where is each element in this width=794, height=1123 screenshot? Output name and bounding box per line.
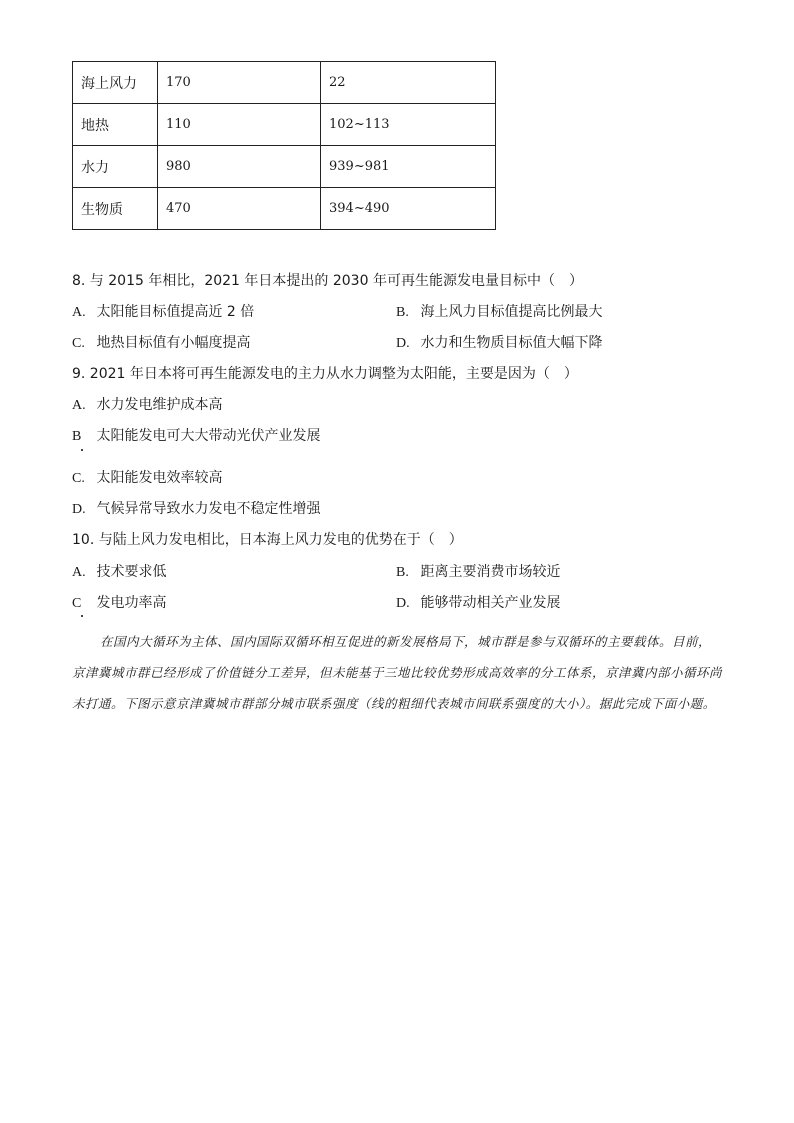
option-text: 海上风力目标值提高比例最大 bbox=[420, 304, 603, 320]
table-row bbox=[73, 62, 496, 104]
question-8-option-a[interactable] bbox=[72, 301, 254, 321]
value-2015-cell: 110 bbox=[158, 104, 321, 146]
option-label: B bbox=[72, 429, 82, 444]
energy-type-cell: 水力 bbox=[73, 146, 158, 188]
question-8-option-d[interactable] bbox=[396, 332, 602, 352]
stray-dot bbox=[81, 615, 83, 617]
reading-passage: 在国内大循环为主体、国内国际双循环相互促进的新发展格局下，城市群是参与双循环的主要载体。目前，京津冀城市群已经形成了价值链分工差异，但未能基于三地比较优势形成高效率的分工体系，京津冀内部小循环尚未打通。下图示意京津冀城市群部分城市联系强度（线的粗细代表城市间联系强度的大小）。据此完成下面小题。 bbox=[72, 634, 723, 711]
question-9-option-d[interactable] bbox=[72, 498, 320, 518]
option-label: A. bbox=[72, 565, 86, 580]
question-10-option-b[interactable] bbox=[396, 561, 560, 581]
option-label: B. bbox=[396, 565, 409, 580]
question-8-stem: 8. 与 2015 年相比，2021 年日本提出的 2030 年可再生能源发电量目标中（ ） bbox=[72, 273, 583, 289]
option-label: D. bbox=[396, 336, 410, 351]
option-text: 水力发电维护成本高 bbox=[96, 397, 223, 413]
energy-type-cell: 海上风力 bbox=[73, 62, 158, 104]
energy-target-table bbox=[72, 61, 496, 230]
option-text: 太阳能发电可大大带动光伏产业发展 bbox=[96, 428, 321, 444]
table-row bbox=[73, 188, 496, 230]
question-9-option-c[interactable] bbox=[72, 467, 222, 487]
option-label: C. bbox=[72, 336, 85, 351]
option-text: 水力和生物质目标值大幅下降 bbox=[420, 335, 603, 351]
question-8-option-b[interactable] bbox=[396, 301, 602, 321]
energy-type-cell: 生物质 bbox=[73, 188, 158, 230]
value-2021-cell: 394~490 bbox=[321, 188, 496, 230]
value-2015-cell: 980 bbox=[158, 146, 321, 188]
option-label: D. bbox=[396, 596, 410, 611]
value-2021-cell: 102~113 bbox=[321, 104, 496, 146]
option-label: C bbox=[72, 596, 82, 611]
option-text: 发电功率高 bbox=[96, 595, 167, 611]
option-label: A. bbox=[72, 398, 86, 413]
question-9-option-b[interactable] bbox=[72, 425, 320, 445]
option-text: 太阳能发电效率较高 bbox=[96, 470, 223, 486]
question-8-option-c[interactable] bbox=[72, 332, 250, 352]
option-label: D. bbox=[72, 502, 86, 517]
question-10-option-d[interactable] bbox=[396, 592, 560, 612]
value-2021-cell: 939~981 bbox=[321, 146, 496, 188]
value-2021-cell: 22 bbox=[321, 62, 496, 104]
option-label: B. bbox=[396, 305, 409, 320]
value-2015-cell: 470 bbox=[158, 188, 321, 230]
question-9-option-a[interactable] bbox=[72, 394, 222, 414]
option-text: 地热目标值有小幅度提高 bbox=[96, 335, 251, 351]
table-row bbox=[73, 146, 496, 188]
table-row bbox=[73, 104, 496, 146]
option-text: 能够带动相关产业发展 bbox=[420, 595, 561, 611]
question-10-option-a[interactable] bbox=[72, 561, 166, 581]
value-2015-cell: 170 bbox=[158, 62, 321, 104]
question-10-stem: 10. 与陆上风力发电相比，日本海上风力发电的优势在于（ ） bbox=[72, 532, 463, 548]
energy-type-cell: 地热 bbox=[73, 104, 158, 146]
stray-dot bbox=[81, 449, 83, 451]
option-text: 技术要求低 bbox=[96, 564, 167, 580]
option-text: 距离主要消费市场较近 bbox=[420, 564, 561, 580]
question-9-stem: 9. 2021 年日本将可再生能源发电的主力从水力调整为太阳能，主要是因为（ ） bbox=[72, 366, 578, 382]
option-text: 气候异常导致水力发电不稳定性增强 bbox=[96, 501, 321, 517]
question-10-option-c[interactable] bbox=[72, 592, 166, 612]
option-text: 太阳能目标值提高近 2 倍 bbox=[96, 304, 255, 320]
option-label: C. bbox=[72, 471, 85, 486]
option-label: A. bbox=[72, 305, 86, 320]
